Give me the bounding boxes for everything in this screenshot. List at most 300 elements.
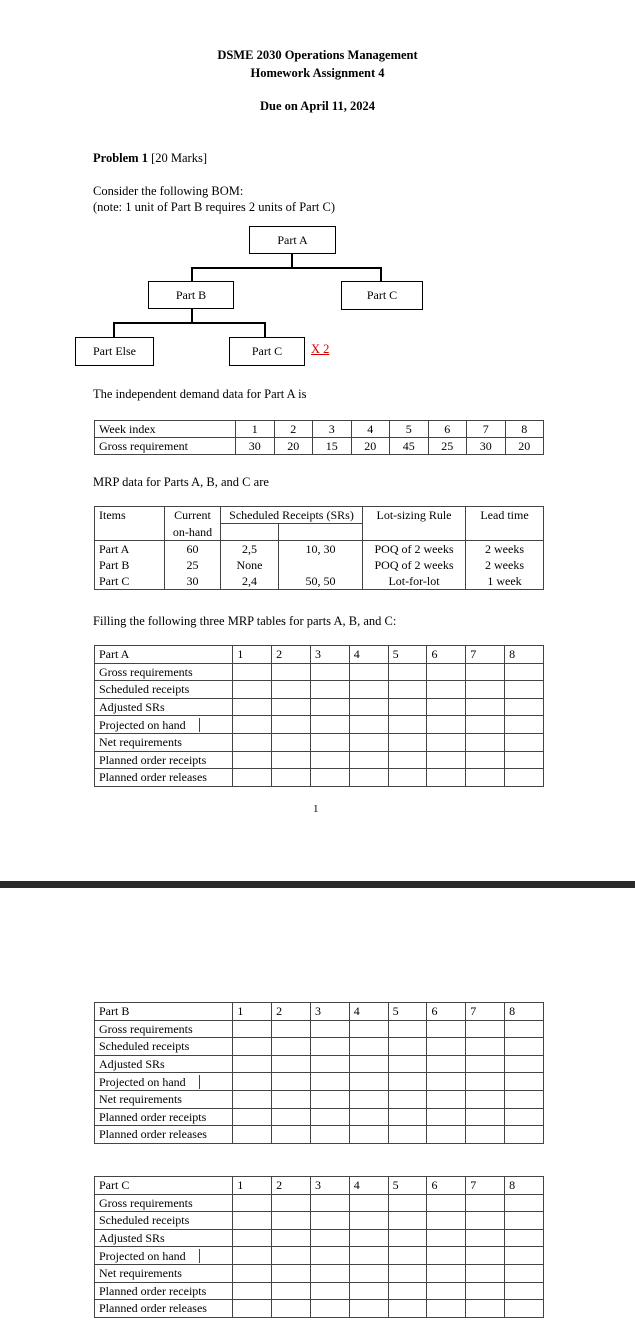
mrp-row — [95, 1090, 544, 1108]
item-name: Part A — [95, 540, 165, 557]
mrp-cell[interactable] — [505, 733, 544, 751]
mrp-cell[interactable] — [466, 1020, 505, 1038]
mrp-row — [95, 751, 544, 769]
mrp-cell[interactable] — [388, 1108, 427, 1126]
cell-divider-mark — [199, 1249, 200, 1263]
mrp-cell[interactable] — [272, 1020, 311, 1038]
mrp-cell[interactable] — [388, 1247, 427, 1265]
mrp-cell[interactable] — [466, 751, 505, 769]
mrp-cell[interactable] — [272, 1247, 311, 1265]
mrp-cell[interactable] — [388, 1020, 427, 1038]
mrp-row — [95, 1212, 544, 1230]
mrp-cell[interactable] — [427, 769, 466, 787]
mrp-cell[interactable] — [466, 1090, 505, 1108]
mrp-cell[interactable] — [466, 1264, 505, 1282]
mrp-cell[interactable] — [233, 1055, 272, 1073]
mrp-cell[interactable] — [310, 698, 349, 716]
mrp-cell[interactable] — [233, 733, 272, 751]
mrp-cell[interactable] — [272, 663, 311, 681]
mrp-cell[interactable] — [388, 1194, 427, 1212]
mrp-cell[interactable] — [388, 733, 427, 751]
demand-week: 5 — [390, 421, 429, 438]
mrp-row — [95, 663, 544, 681]
mrp-cell[interactable] — [310, 1020, 349, 1038]
intro-line-2: (note: 1 unit of Part B requires 2 units of Part C) — [93, 200, 335, 214]
item-lot: POQ of 2 weeks — [363, 557, 466, 573]
mrp-cell[interactable] — [388, 1229, 427, 1247]
mrp-cell[interactable] — [272, 1055, 311, 1073]
mrp-week-header: 6 — [427, 646, 466, 664]
mrp-cell[interactable] — [466, 1108, 505, 1126]
demand-week: 1 — [236, 421, 275, 438]
demand-week-label: Week index — [95, 421, 236, 438]
mrp-cell[interactable] — [349, 1212, 388, 1230]
mrp-cell[interactable] — [233, 681, 272, 699]
mrp-cell[interactable] — [349, 1247, 388, 1265]
mrp-cell[interactable] — [427, 681, 466, 699]
mrp-cell[interactable] — [233, 663, 272, 681]
mrp-row — [95, 716, 544, 734]
mrp-row-label: Net requirements — [95, 1264, 233, 1282]
assignment-title: Homework Assignment 4 — [250, 66, 385, 80]
mrp-cell[interactable] — [388, 1212, 427, 1230]
mrp-cell[interactable] — [505, 1073, 544, 1091]
mrp-cell[interactable] — [310, 1264, 349, 1282]
mrp-cell[interactable] — [349, 1229, 388, 1247]
bom-connector — [191, 267, 382, 269]
demand-week: 6 — [428, 421, 467, 438]
mrp-cell[interactable] — [388, 1073, 427, 1091]
problem-label: Problem 1 — [93, 151, 148, 165]
item-name: Part C — [95, 573, 165, 590]
mrp-cell[interactable] — [505, 1020, 544, 1038]
demand-week: 2 — [274, 421, 313, 438]
item-lead: 2 weeks — [466, 557, 544, 573]
mrp-cell[interactable] — [466, 681, 505, 699]
mrp-row — [95, 1126, 544, 1144]
mrp-cell[interactable] — [388, 1038, 427, 1056]
mrp-cell[interactable] — [427, 1194, 466, 1212]
mrp-week-header: 3 — [310, 1177, 349, 1195]
mrp-cell[interactable] — [272, 1300, 311, 1318]
mrp-cell[interactable] — [427, 733, 466, 751]
mrp-cell[interactable] — [466, 1055, 505, 1073]
demand-value: 20 — [351, 438, 390, 455]
mrp-cell[interactable] — [349, 1126, 388, 1144]
mrp-cell[interactable] — [310, 681, 349, 699]
mrp-cell[interactable] — [388, 1300, 427, 1318]
mrp-cell[interactable] — [310, 1282, 349, 1300]
mrp-row-label: Gross requirements — [95, 1020, 233, 1038]
mrp-cell[interactable] — [233, 1247, 272, 1265]
item-onhand: 30 — [165, 573, 221, 590]
mrp-cell[interactable] — [427, 1247, 466, 1265]
mrp-cell[interactable] — [310, 769, 349, 787]
item-sr-qty — [279, 557, 363, 573]
mrp-table — [94, 1002, 544, 1144]
mrp-cell[interactable] — [310, 1108, 349, 1126]
mrp-cell[interactable] — [233, 1212, 272, 1230]
mrp-cell[interactable] — [233, 1282, 272, 1300]
mrp-cell[interactable] — [505, 1229, 544, 1247]
bom-connector — [113, 322, 266, 324]
mrp-week-header: 3 — [310, 1003, 349, 1021]
col-onhand-1: Current — [165, 507, 221, 524]
mrp-cell[interactable] — [310, 1090, 349, 1108]
mrp-cell[interactable] — [310, 1055, 349, 1073]
item-lot: POQ of 2 weeks — [363, 540, 466, 557]
mrp-cell[interactable] — [505, 769, 544, 787]
mrp-cell[interactable] — [349, 1055, 388, 1073]
mrp-cell[interactable] — [233, 1073, 272, 1091]
mrp-cell[interactable] — [349, 751, 388, 769]
bom-connector — [291, 254, 293, 268]
demand-week: 3 — [313, 421, 352, 438]
demand-value: 45 — [390, 438, 429, 455]
demand-intro: The independent demand data for Part A is — [93, 387, 307, 401]
mrp-cell[interactable] — [466, 1194, 505, 1212]
demand-value: 20 — [274, 438, 313, 455]
mrp-row-label: Planned order receipts — [95, 1282, 233, 1300]
mrp-cell[interactable] — [272, 1264, 311, 1282]
col-onhand-2: on-hand — [165, 524, 221, 541]
demand-week: 8 — [505, 421, 544, 438]
mrp-cell[interactable] — [272, 1282, 311, 1300]
due-date: Due on April 11, 2024 — [260, 99, 375, 113]
mrp-cell[interactable] — [388, 681, 427, 699]
mrp-row-label: Planned order releases — [95, 769, 233, 787]
mrp-part-label: Part B — [95, 1003, 233, 1021]
mrp-cell[interactable] — [427, 1090, 466, 1108]
demand-week-row — [95, 421, 544, 438]
bom-connector — [264, 322, 266, 338]
mrp-week-header: 7 — [466, 646, 505, 664]
mrp-cell[interactable] — [466, 1229, 505, 1247]
mrp-cell[interactable] — [388, 716, 427, 734]
mrp-cell[interactable] — [349, 1264, 388, 1282]
mrp-cell[interactable] — [466, 1073, 505, 1091]
item-sr-qty: 10, 30 — [279, 540, 363, 557]
mrp-data-row — [95, 573, 544, 590]
mrp-cell[interactable] — [466, 1300, 505, 1318]
bom-node-else: Part Else — [75, 337, 154, 366]
mrp-cell[interactable] — [272, 1090, 311, 1108]
mrp-week-header: 3 — [310, 646, 349, 664]
mrp-cell[interactable] — [310, 1038, 349, 1056]
mrp-cell[interactable] — [349, 1073, 388, 1091]
mrp-row — [95, 733, 544, 751]
mrp-week-header: 4 — [349, 646, 388, 664]
bom-connector — [380, 267, 382, 282]
mrp-cell[interactable] — [466, 1212, 505, 1230]
mrp-cell[interactable] — [233, 1126, 272, 1144]
mrp-cell[interactable] — [310, 716, 349, 734]
mrp-cell[interactable] — [505, 681, 544, 699]
mrp-cell[interactable] — [349, 1020, 388, 1038]
mrp-row-label: Net requirements — [95, 733, 233, 751]
mrp-cell[interactable] — [505, 1212, 544, 1230]
mrp-cell[interactable] — [349, 1038, 388, 1056]
mrp-cell[interactable] — [233, 1194, 272, 1212]
col-items: Items — [95, 507, 165, 541]
mrp-row — [95, 769, 544, 787]
mrp-cell[interactable] — [349, 681, 388, 699]
item-lot: Lot-for-lot — [363, 573, 466, 590]
problem-heading — [93, 151, 207, 166]
mrp-week-header: 4 — [349, 1177, 388, 1195]
mrp-cell[interactable] — [505, 1194, 544, 1212]
mrp-cell[interactable] — [233, 1020, 272, 1038]
mrp-week-header: 8 — [505, 646, 544, 664]
mrp-week-header: 4 — [349, 1003, 388, 1021]
mrp-row — [95, 1300, 544, 1318]
mrp-part-label: Part C — [95, 1177, 233, 1195]
mrp-cell[interactable] — [388, 1264, 427, 1282]
mrp-week-header: 7 — [466, 1003, 505, 1021]
mrp-row-label: Planned order releases — [95, 1300, 233, 1318]
demand-gross-label: Gross requirement — [95, 438, 236, 455]
mrp-cell[interactable] — [272, 1108, 311, 1126]
mrp-cell[interactable] — [466, 1126, 505, 1144]
mrp-row-label: Scheduled receipts — [95, 1212, 233, 1230]
mrp-cell[interactable] — [349, 663, 388, 681]
mrp-cell[interactable] — [427, 698, 466, 716]
mrp-cell[interactable] — [466, 1038, 505, 1056]
demand-value: 20 — [505, 438, 544, 455]
col-srs-weeks-blank — [221, 524, 279, 541]
mrp-cell[interactable] — [233, 1038, 272, 1056]
mrp-cell[interactable] — [427, 716, 466, 734]
mrp-row — [95, 1247, 544, 1265]
mrp-row — [95, 1020, 544, 1038]
item-onhand: 25 — [165, 557, 221, 573]
mrp-cell[interactable] — [388, 1090, 427, 1108]
mrp-week-header: 5 — [388, 1177, 427, 1195]
mrp-cell[interactable] — [466, 733, 505, 751]
mrp-cell[interactable] — [310, 663, 349, 681]
mrp-cell[interactable] — [505, 1247, 544, 1265]
demand-value: 15 — [313, 438, 352, 455]
mrp-week-header: 6 — [427, 1177, 466, 1195]
course-title: DSME 2030 Operations Management — [217, 48, 418, 62]
mrp-cell[interactable] — [466, 1247, 505, 1265]
mrp-week-header: 8 — [505, 1003, 544, 1021]
mrp-cell[interactable] — [272, 769, 311, 787]
mrp-cell[interactable] — [233, 1264, 272, 1282]
mrp-cell[interactable] — [233, 1300, 272, 1318]
mrp-row-label: Gross requirements — [95, 663, 233, 681]
mrp-cell[interactable] — [427, 1038, 466, 1056]
demand-table — [94, 420, 544, 455]
mrp-cell[interactable] — [310, 1300, 349, 1318]
item-sr-qty: 50, 50 — [279, 573, 363, 590]
mrp-cell[interactable] — [349, 769, 388, 787]
demand-value: 30 — [236, 438, 275, 455]
mrp-cell[interactable] — [272, 733, 311, 751]
mrp-cell[interactable] — [349, 1194, 388, 1212]
mrp-week-header: 6 — [427, 1003, 466, 1021]
col-srs: Scheduled Receipts (SRs) — [221, 507, 363, 524]
mrp-row — [95, 698, 544, 716]
mrp-cell[interactable] — [233, 698, 272, 716]
mrp-cell[interactable] — [272, 1194, 311, 1212]
mrp-week-header: 5 — [388, 646, 427, 664]
mrp-cell[interactable] — [349, 1090, 388, 1108]
mrp-cell[interactable] — [505, 1264, 544, 1282]
mrp-row-label: Net requirements — [95, 1090, 233, 1108]
col-srs-qty-blank — [279, 524, 363, 541]
mrp-week-header: 1 — [233, 1177, 272, 1195]
mrp-cell[interactable] — [310, 733, 349, 751]
mrp-row — [95, 1108, 544, 1126]
mrp-row-label: Scheduled receipts — [95, 1038, 233, 1056]
mrp-cell[interactable] — [427, 1108, 466, 1126]
mrp-cell[interactable] — [427, 1282, 466, 1300]
mrp-cell[interactable] — [466, 716, 505, 734]
mrp-cell[interactable] — [349, 698, 388, 716]
mrp-cell[interactable] — [466, 663, 505, 681]
mrp-row-label: Gross requirements — [95, 1194, 233, 1212]
mrp-cell[interactable] — [272, 751, 311, 769]
mrp-row-label: Planned order receipts — [95, 751, 233, 769]
mrp-cell[interactable] — [427, 1020, 466, 1038]
mrp-cell[interactable] — [466, 1282, 505, 1300]
mrp-cell[interactable] — [388, 769, 427, 787]
mrp-cell[interactable] — [505, 751, 544, 769]
mrp-cell[interactable] — [388, 1282, 427, 1300]
mrp-header-row — [95, 1003, 544, 1021]
mrp-cell[interactable] — [505, 1090, 544, 1108]
intro-line-1: Consider the following BOM: — [93, 184, 244, 198]
mrp-cell[interactable] — [310, 751, 349, 769]
mrp-week-header: 2 — [272, 646, 311, 664]
mrp-cell[interactable] — [272, 1126, 311, 1144]
mrp-cell[interactable] — [233, 751, 272, 769]
mrp-cell[interactable] — [310, 1073, 349, 1091]
demand-gross-row — [95, 438, 544, 455]
mrp-cell[interactable] — [272, 1038, 311, 1056]
mrp-row — [95, 1264, 544, 1282]
mrp-cell[interactable] — [233, 1108, 272, 1126]
mrp-row — [95, 1282, 544, 1300]
mrp-cell[interactable] — [427, 751, 466, 769]
mrp-cell[interactable] — [272, 1229, 311, 1247]
demand-week: 7 — [467, 421, 506, 438]
mrp-cell[interactable] — [466, 698, 505, 716]
mrp-week-header: 8 — [505, 1177, 544, 1195]
fill-intro: Filling the following three MRP tables for parts A, B, and C: — [93, 614, 397, 628]
mrp-week-header: 5 — [388, 1003, 427, 1021]
mrp-cell[interactable] — [505, 1300, 544, 1318]
mrp-cell[interactable] — [272, 681, 311, 699]
mrp-cell[interactable] — [388, 1055, 427, 1073]
mrp-cell[interactable] — [388, 698, 427, 716]
bom-node-c: Part C — [341, 281, 423, 310]
mrp-cell[interactable] — [233, 716, 272, 734]
mrp-header-row — [95, 646, 544, 664]
mrp-cell[interactable] — [310, 1194, 349, 1212]
mrp-row-label: Scheduled receipts — [95, 681, 233, 699]
mrp-row-label: Projected on hand — [95, 1247, 233, 1265]
mrp-cell[interactable] — [233, 769, 272, 787]
mrp-cell[interactable] — [505, 1038, 544, 1056]
mrp-cell[interactable] — [272, 1073, 311, 1091]
mrp-row-label: Projected on hand — [95, 716, 233, 734]
mrp-cell[interactable] — [349, 733, 388, 751]
bom-node-c-child: Part C — [229, 337, 305, 366]
mrp-cell[interactable] — [466, 769, 505, 787]
mrp-cell[interactable] — [388, 751, 427, 769]
mrp-cell[interactable] — [388, 1126, 427, 1144]
mrp-cell[interactable] — [388, 663, 427, 681]
mrp-cell[interactable] — [505, 716, 544, 734]
demand-value: 30 — [467, 438, 506, 455]
mrp-cell[interactable] — [349, 1300, 388, 1318]
mrp-cell[interactable] — [272, 1212, 311, 1230]
mrp-cell[interactable] — [505, 663, 544, 681]
mrp-data-row — [95, 557, 544, 573]
demand-week: 4 — [351, 421, 390, 438]
mrp-cell[interactable] — [427, 1229, 466, 1247]
item-sr-weeks: 2,4 — [221, 573, 279, 590]
cell-divider-mark — [199, 1075, 200, 1089]
mrp-cell[interactable] — [349, 716, 388, 734]
mrp-cell[interactable] — [505, 1055, 544, 1073]
mrp-cell[interactable] — [427, 1300, 466, 1318]
mrp-cell[interactable] — [310, 1229, 349, 1247]
mrp-cell[interactable] — [310, 1212, 349, 1230]
item-lead: 2 weeks — [466, 540, 544, 557]
mrp-week-header: 1 — [233, 1003, 272, 1021]
mrp-cell[interactable] — [272, 698, 311, 716]
mrp-cell[interactable] — [505, 1108, 544, 1126]
mrp-cell[interactable] — [427, 1264, 466, 1282]
mrp-cell[interactable] — [310, 1247, 349, 1265]
page-number: 1 — [313, 803, 319, 815]
mrp-part-label: Part A — [95, 646, 233, 664]
item-sr-weeks: None — [221, 557, 279, 573]
mrp-week-header: 2 — [272, 1003, 311, 1021]
mrp-cell[interactable] — [233, 1229, 272, 1247]
bom-node-root: Part A — [249, 226, 336, 254]
mrp-cell[interactable] — [349, 1282, 388, 1300]
mrp-cell[interactable] — [427, 1055, 466, 1073]
mrp-cell[interactable] — [505, 1126, 544, 1144]
mrp-row — [95, 681, 544, 699]
mrp-week-header: 7 — [466, 1177, 505, 1195]
item-lead: 1 week — [466, 573, 544, 590]
mrp-cell[interactable] — [272, 716, 311, 734]
mrp-cell[interactable] — [233, 1090, 272, 1108]
mrp-cell[interactable] — [505, 1282, 544, 1300]
mrp-cell[interactable] — [349, 1108, 388, 1126]
mrp-cell[interactable] — [427, 663, 466, 681]
mrp-cell[interactable] — [427, 1126, 466, 1144]
mrp-cell[interactable] — [505, 698, 544, 716]
cell-divider-mark — [199, 718, 200, 732]
page-divider — [0, 881, 635, 888]
mrp-cell[interactable] — [427, 1073, 466, 1091]
mrp-cell[interactable] — [310, 1126, 349, 1144]
mrp-week-header: 2 — [272, 1177, 311, 1195]
mrp-row — [95, 1194, 544, 1212]
mrp-row-label: Planned order releases — [95, 1126, 233, 1144]
mrp-header-row — [95, 1177, 544, 1195]
bom-connector — [191, 267, 193, 282]
mrp-data-table — [94, 506, 544, 590]
mrp-cell[interactable] — [427, 1212, 466, 1230]
mrp-row-label: Adjusted SRs — [95, 1229, 233, 1247]
